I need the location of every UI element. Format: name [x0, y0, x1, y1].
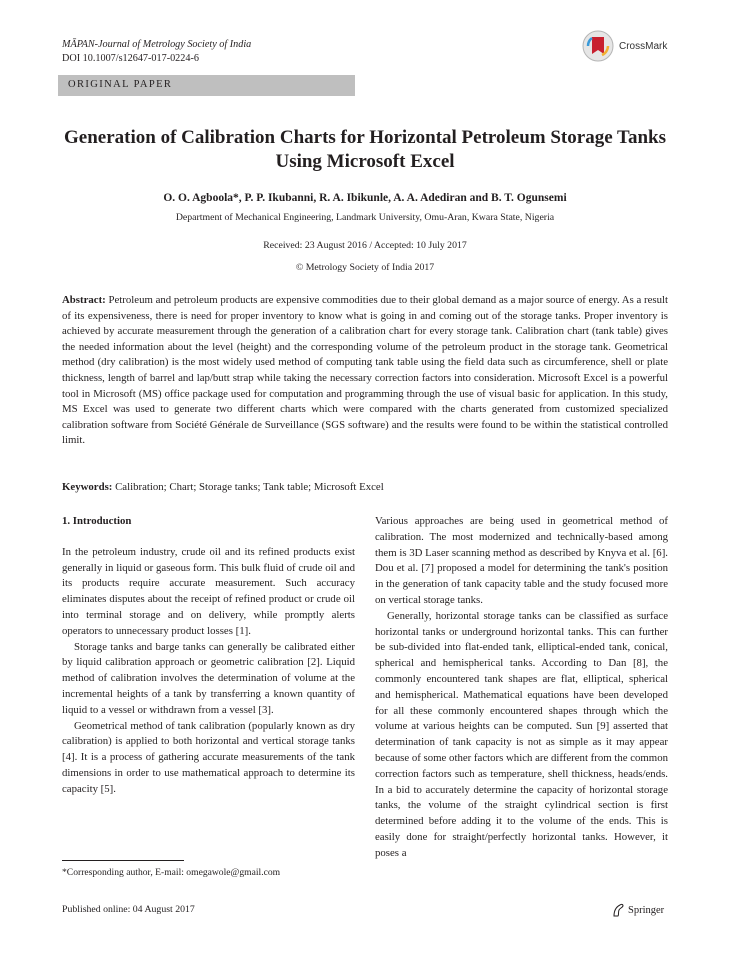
- crossmark-icon: [582, 30, 614, 62]
- paragraph: Geometrical method of tank calibration (popularly known as dry calibration) is applied to both horizontal and vertical storage tanks [4]. It is a process of gathering accurate measurements of the tank dimensions in order to use mathematical approach to determine its capacity [5].: [62, 719, 355, 795]
- keywords: [62, 480, 668, 495]
- keywords-label: Keywords:: [62, 481, 113, 493]
- section-heading: 1. Introduction: [62, 515, 132, 527]
- dates: Received: 23 August 2016 / Accepted: 10 July 2017: [263, 240, 467, 251]
- article-type-bar: [58, 75, 355, 96]
- abstract-text: Petroleum and petroleum products are expensive commodities due to their global demand as a major source of energy. As a result of its expensiveness, there is need for proper inventory to know what is going in and coming out of the storage tanks. Proper inventory is achieved by accurate measurement through the generation of a calibration chart for every storage tank. Calibration chart (tank table) gives the needed information about the level (height) and the corresponding volume of the petroleum product in the storage tank. Geometrical method (dry calibration) is the most widely used method of computing tank table using the field data such as circumference, shell or plate thickness, length of barrel and lap/butt strap while taking the necessary correction factors into consideration. Microsoft Excel is a powerful tool in Microsoft (MS) office package used for computation and programming through the use of visual basic for application. In this study, MS Excel was used to generate two different charts which were compared with the charts generated from customized specialized calibration software from Société Générale de Surveillance (SGS software) and the results were found to be within the statistical controlled limit.: [62, 294, 668, 447]
- column-left: [62, 514, 355, 798]
- article-type: ORIGINAL PAPER: [68, 79, 173, 90]
- paragraph: Various approaches are being used in geometrical method of calibration. The most modernized and technically-based among them is 3D Laser scanning method as described by Knyva et al. [6]. Dou et al. [7] proposed a model for determining the tank's position in the generation of tank capacity table and the study focused more on vertical storage tanks.: [375, 515, 668, 606]
- published-date: Published online: 04 August 2017: [62, 904, 195, 915]
- springer-horse-icon: [612, 903, 624, 917]
- paper-title: Generation of Calibration Charts for Horizontal Petroleum Storage Tanks Using Microsoft Excel: [64, 127, 666, 172]
- paragraph: Generally, horizontal storage tanks can be classified as surface horizontal tanks or underground horizontal tanks. This can further be sub-divided into flat-ended tank, elliptical-ended tank, conical, spherical and hemispherical tanks. According to Dan [8], the commonly encountered tank shapes are flat, elliptical, spherical and hemispherical. Mathematical equations have been developed for all these commonly encountered shapes through which the volume at various heights can be computed. Sun [9] asserted that determination of tank capacity is not as simple as it may appear because of some other factors which are different from the common correction factors such as temperature, shell thickness, heads/ends. In a bid to accurately determine the capacity of horizontal storage tanks, the volume of the straight cylindrical section is first determined before adding it to the volume of the ends. This is easily done for straight/perfectly horizontal tanks. However, it poses a: [375, 609, 669, 859]
- column-right: [375, 514, 668, 862]
- authors: O. O. Agboola*, P. P. Ikubanni, R. A. Ibikunle, A. A. Adediran and B. T. Ogunsemi: [163, 192, 567, 204]
- keywords-text: Calibration; Chart; Storage tanks; Tank table; Microsoft Excel: [115, 481, 384, 493]
- doi[interactable]: DOI 10.1007/s12647-017-0224-6: [62, 53, 199, 64]
- footnote: *Corresponding author, E-mail: omegawole@gmail.com: [62, 867, 281, 878]
- paragraph: In the petroleum industry, crude oil and its refined products exist generally in liquid or gaseous form. This bulk fluid of crude oil and its products require accurate measurement. Such accuracy eliminates disputes about the receipt of refined product or crude oil into terminal storage and on delivery, while promptly alerts operators to unnecessary product losses [1].: [62, 545, 355, 637]
- abstract-label: Abstract:: [62, 294, 106, 306]
- journal-name: MĀPAN-Journal of Metrology Society of India: [62, 39, 252, 50]
- copyright: © Metrology Society of India 2017: [295, 262, 435, 273]
- crossmark-label: CrossMark: [619, 40, 668, 52]
- footnote-divider: [62, 860, 184, 861]
- publisher-logo: [612, 903, 664, 917]
- publisher-name: Springer: [628, 904, 665, 916]
- crossmark-badge[interactable]: [582, 30, 682, 62]
- abstract: [62, 293, 668, 449]
- affiliation: Department of Mechanical Engineering, Landmark University, Omu-Aran, Kwara State, Nigeria: [175, 212, 555, 223]
- paragraph: Storage tanks and barge tanks can generally be calibrated either by liquid calibration approach or geometric calibration [2]. Liquid method of calibration involves the determination of volume at the incremental heights of a tank by transferring a known quantity of liquid to a vessel or withdrawn from a vessel [3].: [62, 640, 355, 716]
